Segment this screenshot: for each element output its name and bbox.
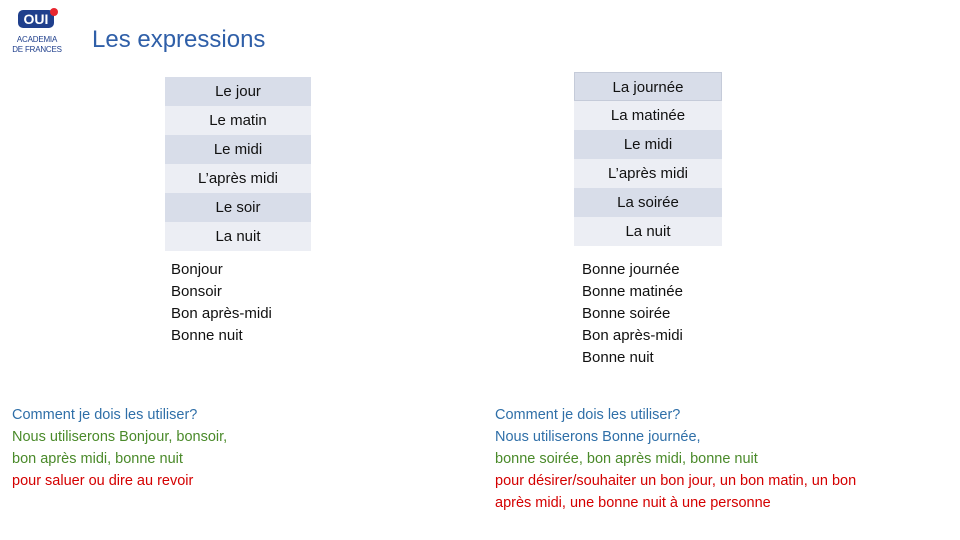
table-row: La nuit xyxy=(165,222,311,251)
table-row: Le jour xyxy=(165,77,311,106)
time-of-day-table xyxy=(165,77,311,251)
logo-badge: OUI xyxy=(18,10,54,28)
logo-dot-icon xyxy=(50,8,58,16)
list-item: Bonne matinée xyxy=(582,283,683,300)
note-usage-line: Nous utiliserons Bonjour, bonsoir, xyxy=(12,429,228,445)
left-usage-note xyxy=(12,404,282,492)
table-row: La matinée xyxy=(574,101,722,130)
note-usage-line: bon après midi, bonne nuit xyxy=(12,451,183,467)
left-greetings-list xyxy=(171,259,272,347)
note-question: Comment je dois les utiliser? xyxy=(495,407,681,423)
page-title: Les expressions xyxy=(92,26,266,53)
logo-line-2: DE FRANCES xyxy=(12,45,62,54)
right-usage-note xyxy=(495,404,935,514)
duration-table xyxy=(574,72,722,246)
note-purpose-line: pour saluer ou dire au revoir xyxy=(12,473,194,489)
list-item: Bonne nuit xyxy=(582,349,654,366)
list-item: Bon après-midi xyxy=(171,305,272,322)
note-usage-line: Nous utiliserons Bonne journée, xyxy=(495,429,701,445)
table-row: Le midi xyxy=(574,130,722,159)
logo-line-1: ACADEMIA xyxy=(16,35,58,44)
list-item: Bonne soirée xyxy=(582,305,671,322)
note-question: Comment je dois les utiliser? xyxy=(12,407,198,423)
right-greetings-list xyxy=(582,259,683,369)
table-row: Le soir xyxy=(165,193,311,222)
note-purpose-line: après midi, une bonne nuit à une personne xyxy=(495,495,771,511)
note-purpose-line: pour désirer/souhaiter un bon jour, un bon matin, un bon xyxy=(495,473,857,489)
list-item: Bonsoir xyxy=(171,283,222,300)
table-row: Le midi xyxy=(165,135,311,164)
list-item: Bonjour xyxy=(171,261,223,278)
table-row: L’après midi xyxy=(574,159,722,188)
table-row: La soirée xyxy=(574,188,722,217)
table-row: L’après midi xyxy=(165,164,311,193)
table-row: La nuit xyxy=(574,217,722,246)
note-usage-line: bonne soirée, bon après midi, bonne nuit xyxy=(495,451,758,467)
table-row: Le matin xyxy=(165,106,311,135)
oui-academia-logo xyxy=(8,8,66,58)
table-row: La journée xyxy=(574,72,722,101)
list-item: Bonne nuit xyxy=(171,327,243,344)
list-item: Bonne journée xyxy=(582,261,680,278)
list-item: Bon après-midi xyxy=(582,327,683,344)
